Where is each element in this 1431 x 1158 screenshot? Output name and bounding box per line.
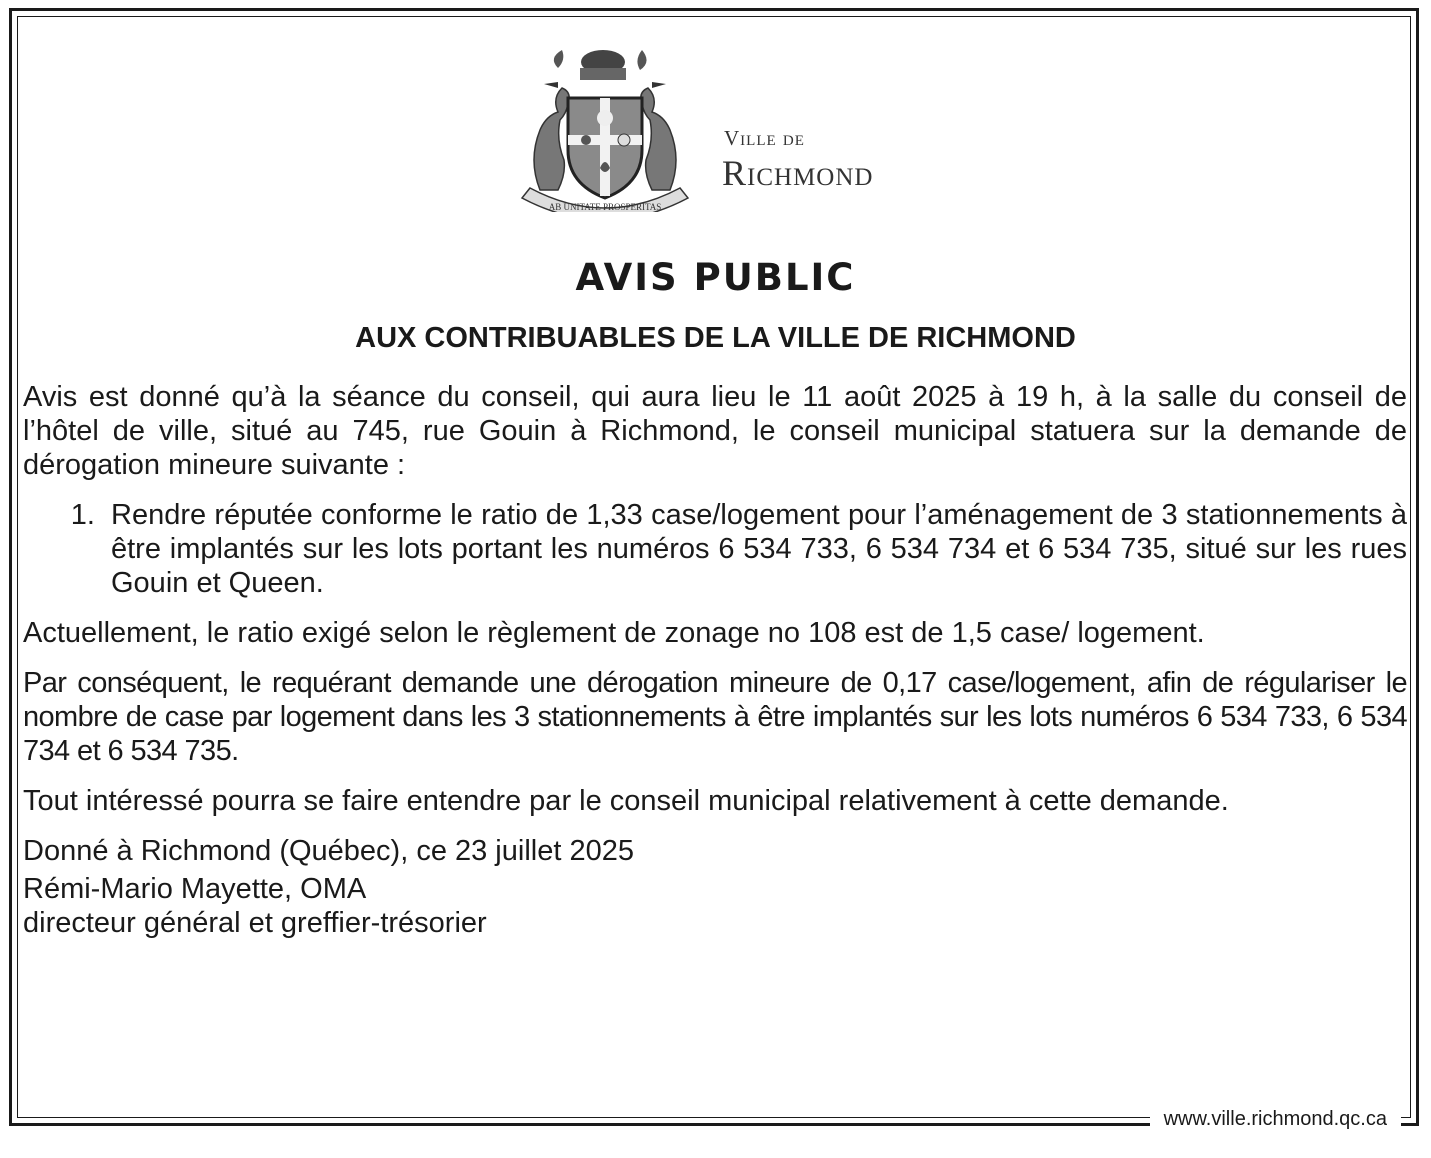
list-item <box>23 498 1407 600</box>
list-item-number: 1. <box>70 499 95 531</box>
city-logo <box>500 40 960 212</box>
notice-subtitle: AUX CONTRIBUABLES DE LA VILLE DE RICHMOND <box>355 322 1076 354</box>
logo-richmond: Richmond <box>722 153 874 193</box>
item-paragraph-current-ratio: Actuellement, le ratio exigé selon le règlement de zonage no 108 est de 1,5 case/ logement. <box>23 617 1205 649</box>
list-item-text: Rendre réputée conforme le ratio de 1,33 case/logement pour l’aménagement de 3 stationnements à être implantés sur les lots portant les numéros 6 534 733, 6 534 734 et 6 534 735, situé sur les rues Gouin et Queen. <box>111 499 1407 599</box>
coat-of-arms-icon <box>500 40 710 212</box>
item-paragraph-derogation: Par conséquent, le requérant demande une dérogation mineure de 0,17 case/logement, afin de régulariser le nombre de case par logement dans les 3 stationnements à être implantés sur les lots numéros 6 534 733, 6 534 734 et 6 534 735. <box>23 667 1407 767</box>
signatory-role: directeur général et greffier-trésorier <box>23 907 487 939</box>
date-line: Donné à Richmond (Québec), ce 23 juillet 2025 <box>23 835 634 867</box>
notice-title: AVIS PUBLIC <box>575 256 856 299</box>
logo-ville: Ville de <box>724 126 805 150</box>
logo-motto: AB UNITATE PROSPERITAS <box>548 202 662 212</box>
notice-body <box>23 380 1407 940</box>
signatory-name: Rémi-Mario Mayette, OMA <box>23 873 367 905</box>
closing-paragraph: Tout intéressé pourra se faire entendre par le conseil municipal relativement à cette demande. <box>23 785 1229 817</box>
intro-paragraph: Avis est donné qu’à la séance du conseil, qui aura lieu le 11 août 2025 à 19 h, à la salle du conseil de l’hôtel de ville, situé au 745, rue Gouin à Richmond, le conseil municipal statuera sur la demande de dérogation mineure suivante : <box>23 381 1407 481</box>
logo-wordmark <box>722 128 873 191</box>
footer-url: www.ville.richmond.qc.ca <box>1150 1104 1401 1134</box>
